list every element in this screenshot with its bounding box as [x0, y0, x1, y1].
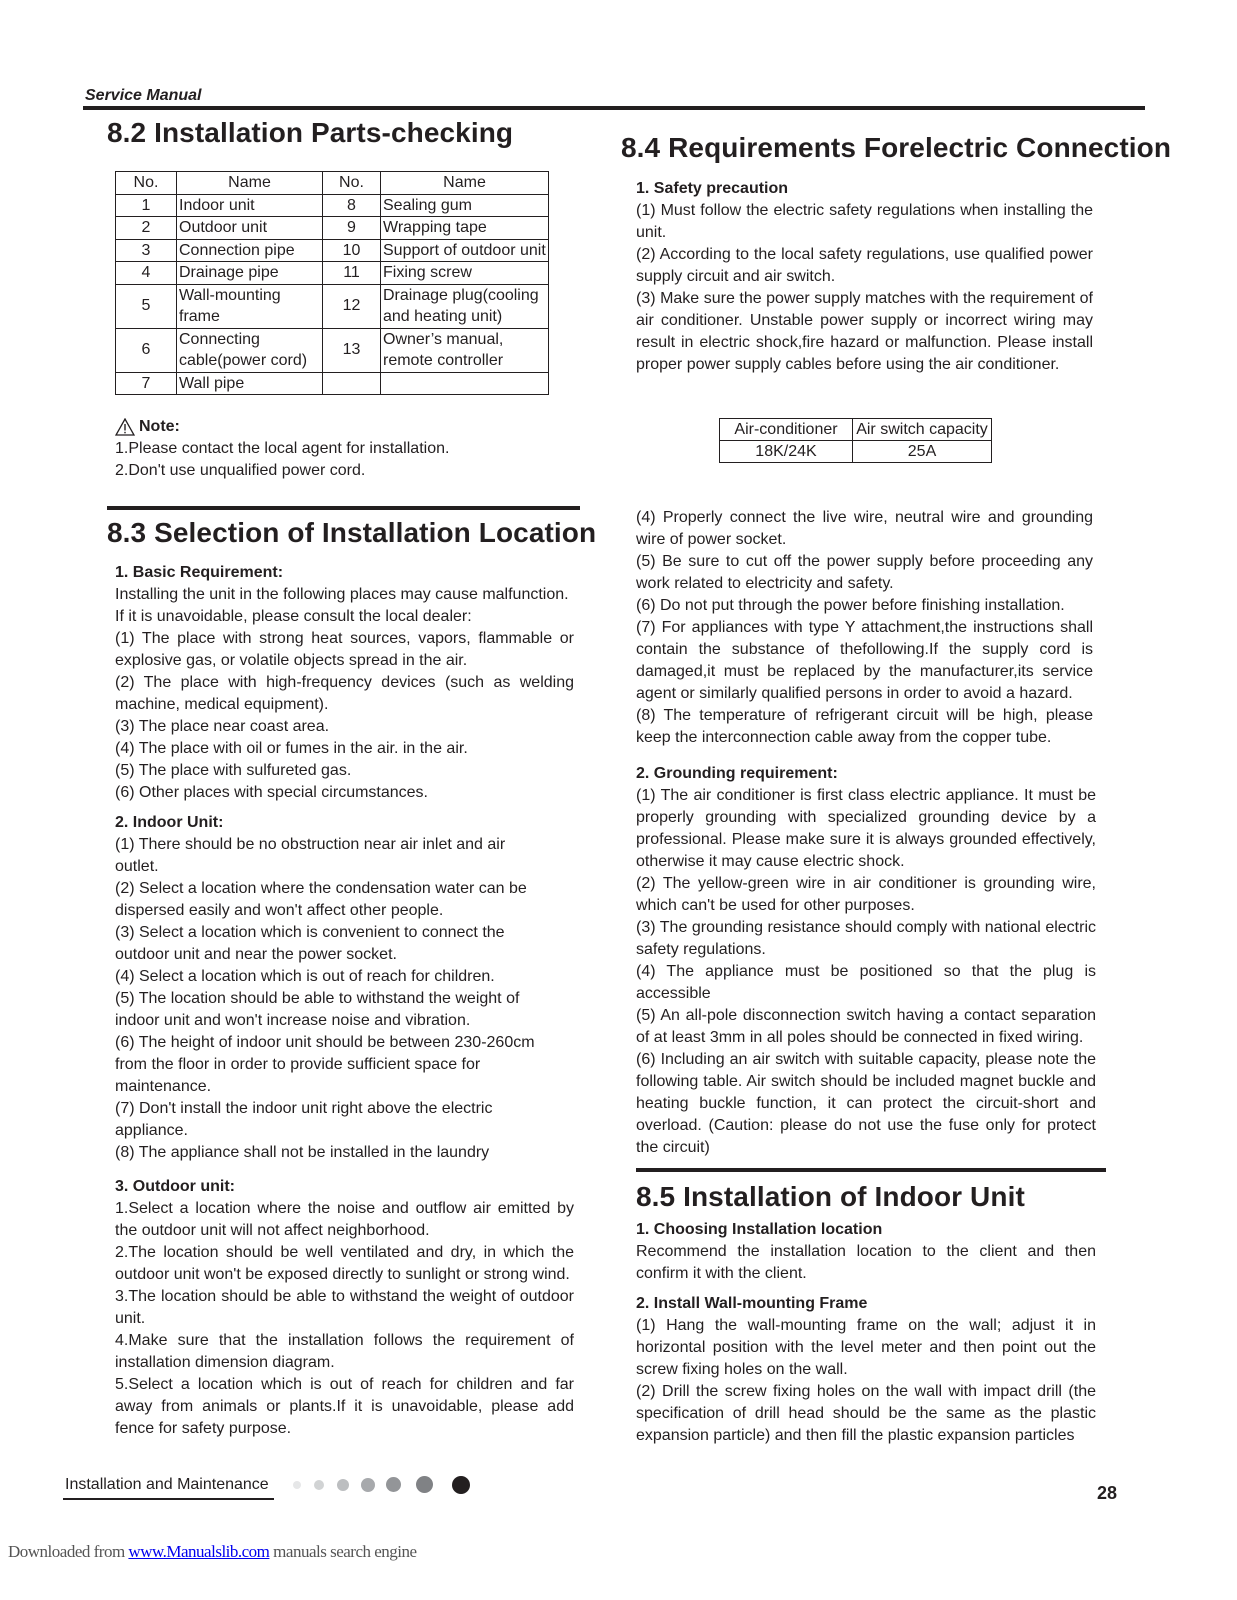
note-item: 2.Don't use unqualified power cord.	[115, 462, 366, 479]
cell-no: 6	[116, 328, 177, 372]
progress-dot	[293, 1481, 301, 1489]
list-item: (6) Including an air switch with suitable capacity, please note the following table. Air switch should be included magnet buckle and heating buckle function, it can protect the circuit-short and overload. (Caution: please do not use the fuse only for protect the circuit)	[636, 1051, 1096, 1156]
list-item: (6) Do not put through the power before finishing installation.	[636, 597, 1065, 614]
cell-no: 7	[116, 372, 177, 395]
section-8-3-body	[115, 562, 574, 1440]
cell-name: Indoor unit	[177, 194, 323, 217]
table-row	[720, 441, 992, 463]
cell-model: 18K/24K	[720, 441, 853, 463]
list-item: (8) The appliance shall not be installed in the laundry	[115, 1144, 490, 1161]
cell-name: Wrapping tape	[381, 217, 549, 240]
list-item: (5) The place with sulfureted gas.	[115, 762, 352, 779]
progress-dot	[337, 1479, 349, 1491]
choosing-location-heading: 1. Choosing Installation location	[636, 1221, 883, 1238]
section-8-4-safety-a	[636, 178, 1093, 376]
cell-name: Wall-mounting frame	[177, 284, 323, 328]
progress-dot	[314, 1480, 324, 1490]
header-no: No.	[116, 172, 177, 195]
section-8-2-title: 8.2 Installation Parts-checking	[107, 117, 514, 148]
section-8-5-title: 8.5 Installation of Indoor Unit	[636, 1181, 1025, 1212]
indoor-unit-heading: 2. Indoor Unit:	[115, 814, 224, 831]
note-heading	[115, 416, 575, 438]
note-item: 1.Please contact the local agent for installation.	[115, 440, 450, 457]
list-item: (1) The air conditioner is first class electric appliance. It must be properly grounding with specialized grounding device by a professional. Please make sure it is always grounded effectively, otherwise it may cause electric shock.	[636, 787, 1096, 870]
header-rule	[83, 106, 1145, 110]
cell-no: 12	[323, 284, 381, 328]
parts-table	[115, 171, 549, 395]
section-8-3-title: 8.3 Selection of Installation Location	[107, 517, 597, 548]
progress-dot	[386, 1477, 401, 1492]
header-air-switch-capacity: Air switch capacity	[853, 419, 992, 441]
cell-name: Owner’s manual, remote controller	[381, 328, 549, 372]
cell-name	[381, 372, 549, 395]
section-8-5-body	[636, 1219, 1096, 1447]
cell-no: 2	[116, 217, 177, 240]
indoor-list	[115, 834, 545, 1164]
basic-intro: Installing the unit in the following places may cause malfunction. If it is unavoidable, please consult the local dealer:	[115, 586, 569, 625]
list-item: (1) Hang the wall-mounting frame on the wall; adjust it in horizontal position with the level meter and then point out the screw fixing holes on the wall.	[636, 1317, 1096, 1378]
list-item: (1) Must follow the electric safety regulations when installing the unit.	[636, 202, 1093, 241]
list-item: 5.Select a location which is out of reach for children and far away from animals or plants.If it is unavoidable, please add fence for safety purpose.	[115, 1376, 574, 1437]
safety-heading: 1. Safety precaution	[636, 180, 789, 197]
list-item: (4) The place with oil or fumes in the air. in the air.	[115, 740, 468, 757]
cell-no: 9	[323, 217, 381, 240]
section-8-4-safety-b	[636, 507, 1096, 1159]
air-switch-table-header	[720, 419, 992, 441]
header-name: Name	[177, 172, 323, 195]
list-item: (4) The appliance must be positioned so that the plug is accessible	[636, 963, 1096, 1002]
header-no-2: No.	[323, 172, 381, 195]
cell-no: 5	[116, 284, 177, 328]
progress-dot	[361, 1478, 375, 1492]
air-switch-table	[719, 418, 992, 463]
list-item: (6) The height of indoor unit should be between 230-260cm from the floor in order to provide sufficient space for maintenance.	[115, 1034, 535, 1095]
footer-title: Installation and Maintenance	[65, 1476, 269, 1493]
grounding-heading: 2. Grounding requirement:	[636, 765, 838, 782]
list-item: (1) There should be no obstruction near air inlet and air outlet.	[115, 836, 506, 875]
cell-no: 13	[323, 328, 381, 372]
cell-no: 1	[116, 194, 177, 217]
cell-name: Connecting cable(power cord)	[177, 328, 323, 372]
list-item: (2) According to the local safety regulations, use qualified power supply circuit and air switch.	[636, 246, 1093, 285]
list-item: 1.Select a location where the noise and outflow air emitted by the outdoor unit will not affect neighborhood.	[115, 1200, 574, 1239]
paragraph: Recommend the installation location to the client and then confirm it with the client.	[636, 1243, 1096, 1282]
basic-requirement-heading: 1. Basic Requirement:	[115, 564, 284, 581]
list-item: (3) Make sure the power supply matches with the requirement of air conditioner. Unstable power supply or incorrect wiring may result in electric shock,fire hazard or malfunction. Please install proper power supply cables before using the air conditioner.	[636, 290, 1093, 373]
table-row	[116, 262, 549, 285]
progress-dot	[416, 1476, 433, 1493]
note-title: Note:	[139, 418, 180, 435]
cell-name: Support of outdoor unit	[381, 239, 549, 262]
download-prefix: Downloaded from	[8, 1542, 129, 1561]
header-name-2: Name	[381, 172, 549, 195]
warning-icon	[115, 418, 135, 436]
manualslib-link[interactable]: www.Manualslib.com	[128, 1542, 270, 1561]
list-item: (2) The place with high-frequency devices (such as welding machine, medical equipment).	[115, 674, 574, 713]
list-item: 3.The location should be able to withstand the weight of outdoor unit.	[115, 1288, 574, 1327]
section-rule	[107, 506, 580, 510]
table-row	[116, 372, 549, 395]
cell-capacity: 25A	[853, 441, 992, 463]
cell-no: 3	[116, 239, 177, 262]
cell-name: Wall pipe	[177, 372, 323, 395]
cell-name: Sealing gum	[381, 194, 549, 217]
list-item: (8) The temperature of refrigerant circuit will be high, please keep the interconnection cable away from the copper tube.	[636, 707, 1093, 746]
list-item: (7) For appliances with type Y attachment,the instructions shall contain the substance of thefollowing.If the supply cord is damaged,it must be replaced by the manufacturer,its service agent or similarly qualified persons in order to avoid a hazard.	[636, 619, 1093, 702]
list-item: (5) An all-pole disconnection switch having a contact separation of at least 3mm in all poles should be connected in fixed wiring.	[636, 1007, 1096, 1046]
table-row	[116, 194, 549, 217]
running-head: Service Manual	[85, 87, 202, 104]
list-item: (2) The yellow-green wire in air conditioner is grounding wire, which can't be used for other purposes.	[636, 875, 1096, 914]
cell-no	[323, 372, 381, 395]
cell-no: 8	[323, 194, 381, 217]
cell-name: Drainage plug(cooling and heating unit)	[381, 284, 549, 328]
list-item: (2) Drill the screw fixing holes on the wall with impact drill (the specification of drill head should be the same as the plastic expansion particle) and then fill the plastic expansion particles	[636, 1383, 1096, 1444]
list-item: (3) The place near coast area.	[115, 718, 330, 735]
table-row	[116, 239, 549, 262]
list-item: (4) Select a location which is out of reach for children.	[115, 968, 495, 985]
cell-name: Outdoor unit	[177, 217, 323, 240]
wall-frame-heading: 2. Install Wall-mounting Frame	[636, 1295, 868, 1312]
list-item: (3) The grounding resistance should comply with national electric safety regulations.	[636, 919, 1096, 958]
note-block	[115, 416, 575, 482]
section-8-4-title: 8.4 Requirements Forelectric Connection	[621, 132, 1172, 163]
section-rule	[636, 1168, 1106, 1172]
list-item: 2.The location should be well ventilated and dry, in which the outdoor unit won't be exposed directly to sunlight or strong wind.	[115, 1244, 574, 1283]
list-item: (3) Select a location which is convenient to connect the outdoor unit and near the power socket.	[115, 924, 505, 963]
list-item: (6) Other places with special circumstances.	[115, 784, 428, 801]
cell-no: 11	[323, 262, 381, 285]
outdoor-unit-heading: 3. Outdoor unit:	[115, 1178, 235, 1195]
list-item: (2) Select a location where the condensation water can be dispersed easily and won't affect other people.	[115, 880, 527, 919]
cell-no: 4	[116, 262, 177, 285]
cell-name: Drainage pipe	[177, 262, 323, 285]
download-suffix: manuals search engine	[269, 1542, 417, 1561]
header-air-conditioner: Air-conditioner	[720, 419, 853, 441]
table-row	[116, 284, 549, 328]
list-item: (4) Properly connect the live wire, neutral wire and grounding wire of power socket.	[636, 509, 1093, 548]
list-item: (1) The place with strong heat sources, vapors, flammable or explosive gas, or volatile objects spread in the air.	[115, 630, 574, 669]
list-item: (5) Be sure to cut off the power supply before proceeding any work related to electricity and safety.	[636, 553, 1093, 592]
list-item: 4.Make sure that the installation follows the requirement of installation dimension diagram.	[115, 1332, 574, 1371]
footer-rule	[63, 1498, 274, 1500]
download-note	[8, 1542, 417, 1562]
parts-table-header	[116, 172, 549, 195]
page-number: 28	[1097, 1483, 1118, 1503]
progress-dot-active	[452, 1476, 470, 1494]
cell-name: Connection pipe	[177, 239, 323, 262]
grounding-list	[636, 785, 1096, 1159]
cell-name: Fixing screw	[381, 262, 549, 285]
table-row	[116, 217, 549, 240]
list-item: (7) Don't install the indoor unit right above the electric appliance.	[115, 1100, 493, 1139]
table-row	[116, 328, 549, 372]
list-item: (5) The location should be able to withstand the weight of indoor unit and won't increase noise and vibration.	[115, 990, 520, 1029]
cell-no: 10	[323, 239, 381, 262]
